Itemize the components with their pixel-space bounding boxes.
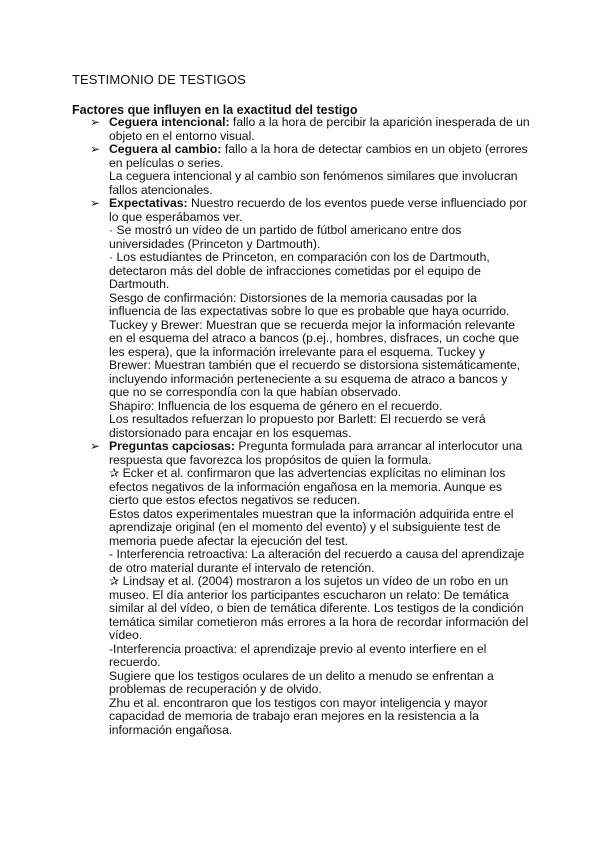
item-heading: Expectativas: <box>109 196 188 210</box>
item-text: fallo a la hora de detectar cambios en un objeto (errores en películas o series. <box>109 142 528 170</box>
paragraph: Sugiere que los testigos oculares de un delito a menudo se enfrentan a problemas de recuperación y de olvido. <box>109 668 494 696</box>
item-detail <box>90 467 530 737</box>
item-text: Nuestro recuerdo de los eventos puede verse influenciado por lo que esperábamos ver. <box>109 196 528 224</box>
arrow-bullet-icon: ➢ <box>90 196 101 210</box>
page-title: TESTIMONIO DE TESTIGOS <box>72 72 246 87</box>
bullet-line <box>90 197 530 224</box>
list-item <box>90 143 530 197</box>
paragraph: Zhu et al. encontraron que los testigos con mayor inteligencia y mayor capacidad de memoria de trabajo eran mejores en la resistencia a la información engañosa. <box>109 695 488 737</box>
item-text: Pregunta formulada para arrancar al interlocutor una respuesta que favorezca los propósitos de quien la formula. <box>109 439 523 467</box>
paragraph: Los resultados refuerzan lo propuesto por Barlett: El recuerdo se verá distorsionado para encajar en los esquemas. <box>109 412 486 440</box>
item-heading: Ceguera intencional: <box>109 115 230 129</box>
paragraph: Tuckey y Brewer: Muestran que se recuerda mejor la información relevante en el esquema del atraco a bancos (p.ej., hombres, disfraces, un coche que les espera), que la información irrelevante para el esquema. Tuckey y Brewer: Muestran también que el recuerdo se distorsiona sistemáticamente, incluyendo información perteneciente a su esquema de atraco a bancos y que no se correspondía con la que habían observado. <box>109 317 521 399</box>
list-item <box>90 116 530 143</box>
paragraph: · Los estudiantes de Princeton, en comparación con los de Dartmouth, detectaron más del doble de infracciones cometidas por el equipo de Dartmouth. <box>109 250 490 291</box>
arrow-bullet-icon: ➢ <box>90 142 101 156</box>
bullet-line <box>90 116 530 143</box>
list-item <box>90 440 530 737</box>
paragraph: La ceguera intencional y al cambio son fenómenos similares que involucran fallos atencionales. <box>109 169 518 197</box>
item-text: fallo a la hora de percibir la aparición inesperada de un objeto en el entorno visual. <box>109 115 530 143</box>
paragraph: ✰ Ecker et al. confirmaron que las advertencias explícitas no eliminan los efectos negativos de la información engañosa en la memoria. Aunque es cierto que estos efectos negativos se reducen. <box>109 466 506 507</box>
bullet-list <box>90 116 530 737</box>
paragraph: Sesgo de confirmación: Distorsiones de la memoria causadas por la influencia de las expectativas sobre lo que es probable que haya ocurrido. <box>109 290 510 318</box>
arrow-bullet-icon: ➢ <box>90 439 101 453</box>
paragraph: Shapiro: Influencia de los esquema de género en el recuerdo. <box>109 398 443 413</box>
paragraph: -Interferencia proactiva: el aprendizaje previo al evento interfiere en el recuerdo. <box>109 641 487 669</box>
list-item <box>90 197 530 440</box>
bullet-line <box>90 143 530 170</box>
item-detail <box>90 170 530 197</box>
paragraph: - Interferencia retroactiva: La alteración del recuerdo a causa del aprendizaje de otro material durante el intervalo de retención. <box>109 547 525 575</box>
item-heading: Ceguera al cambio: <box>109 142 222 156</box>
paragraph: ✰ Lindsay et al. (2004) mostraron a los sujetos un vídeo de un robo en un museo. El día anterior los participantes escucharon un relato: De temática similar al del vídeo, o bien de temática diferente. Los testigos de la condición temática similar cometieron más errores a la hora de recordar información del vídeo. <box>109 574 529 642</box>
section-heading: Factores que influyen en la exactitud del testigo <box>72 103 358 117</box>
item-detail <box>90 224 530 440</box>
arrow-bullet-icon: ➢ <box>90 115 101 129</box>
bullet-line <box>90 440 530 467</box>
paragraph: Estos datos experimentales muestran que la información adquirida entre el aprendizaje original (en el momento del evento) y el subsiguiente test de memoria puede afectar la ejecución del test. <box>109 506 514 548</box>
paragraph: · Se mostró un vídeo de un partido de fútbol americano entre dos universidades (Princeton y Dartmouth). <box>109 223 462 251</box>
item-heading: Preguntas capciosas: <box>109 439 235 453</box>
